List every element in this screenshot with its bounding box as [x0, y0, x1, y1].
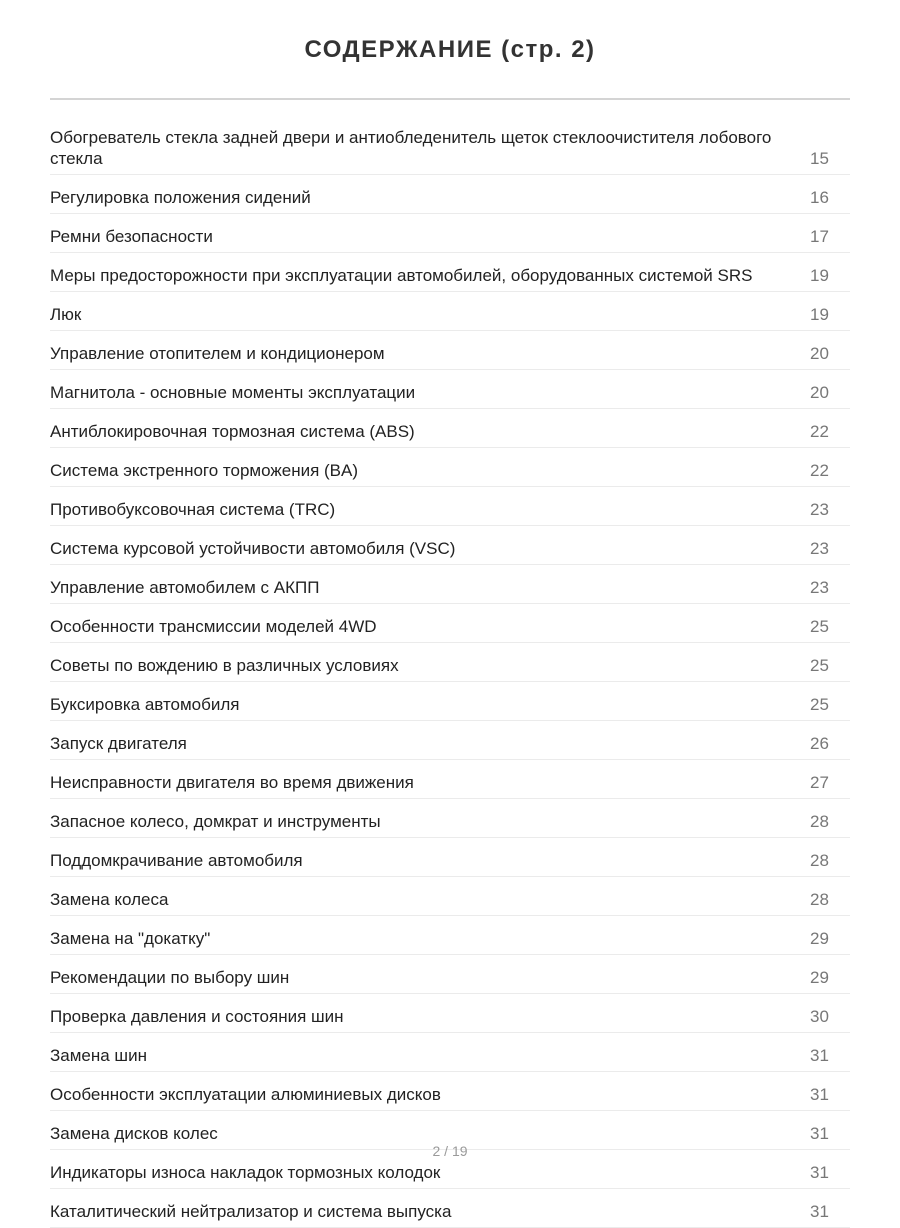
- toc-entry[interactable]: [50, 526, 850, 565]
- toc-entry-title[interactable]: Люк: [50, 305, 82, 324]
- toc-entry[interactable]: [50, 604, 850, 643]
- toc-entry-page[interactable]: 19: [810, 305, 829, 324]
- toc-entry-title[interactable]: Советы по вождению в различных условиях: [50, 656, 399, 675]
- toc-entry[interactable]: [50, 682, 850, 721]
- toc-entry-page[interactable]: 17: [810, 227, 829, 246]
- toc-entry[interactable]: [50, 838, 850, 877]
- toc-entry[interactable]: [50, 1033, 850, 1072]
- toc-entry-title[interactable]: Замена колеса: [50, 890, 169, 909]
- toc-entry-title[interactable]: Индикаторы износа накладок тормозных колодок: [50, 1163, 441, 1182]
- toc-entry-title[interactable]: Замена на "докатку": [50, 929, 211, 948]
- title-divider: [50, 98, 850, 100]
- toc-entry[interactable]: [50, 487, 850, 526]
- toc-entry[interactable]: [50, 292, 850, 331]
- toc-entry-page[interactable]: 28: [810, 812, 829, 831]
- toc-entry-title[interactable]: Антиблокировочная тормозная система (ABS): [50, 422, 415, 441]
- toc-entry-title[interactable]: Ремни безопасности: [50, 227, 213, 246]
- toc-entry[interactable]: [50, 1072, 850, 1111]
- page-title: СОДЕРЖАНИЕ (стр. 2): [304, 36, 596, 63]
- toc-entry[interactable]: [50, 409, 850, 448]
- toc-entry-page[interactable]: 31: [810, 1124, 829, 1143]
- toc-entry[interactable]: [50, 955, 850, 994]
- toc-entry-page[interactable]: 31: [810, 1163, 829, 1182]
- toc-entry[interactable]: [50, 877, 850, 916]
- toc-entry-title[interactable]: Буксировка автомобиля: [50, 695, 240, 714]
- toc-entry-title[interactable]: Замена дисков колес: [50, 1124, 218, 1143]
- toc-entry-title[interactable]: Управление автомобилем с АКПП: [50, 578, 320, 597]
- toc-entry-title[interactable]: Неисправности двигателя во время движения: [50, 773, 414, 792]
- table-of-contents: [50, 123, 850, 1228]
- toc-entry[interactable]: [50, 448, 850, 487]
- toc-entry-title[interactable]: Противобуксовочная система (TRC): [50, 500, 336, 519]
- toc-entry-page[interactable]: 25: [810, 617, 829, 636]
- toc-entry[interactable]: [50, 643, 850, 682]
- toc-entry[interactable]: [50, 1189, 850, 1228]
- toc-entry-title[interactable]: Рекомендации по выбору шин: [50, 968, 290, 987]
- toc-entry-title[interactable]: Система экстренного торможения (BA): [50, 461, 359, 480]
- toc-entry-page[interactable]: 26: [810, 734, 829, 753]
- toc-entry-title[interactable]: Проверка давления и состояния шин: [50, 1007, 344, 1026]
- toc-entry[interactable]: [50, 565, 850, 604]
- toc-entry[interactable]: [50, 123, 850, 175]
- toc-entry[interactable]: [50, 721, 850, 760]
- toc-entry-title[interactable]: Обогреватель стекла задней двери и антиобледенитель щеток стеклоочистителя лобового стекла: [50, 128, 772, 168]
- toc-entry-page[interactable]: 31: [810, 1085, 829, 1104]
- toc-entry[interactable]: [50, 760, 850, 799]
- toc-entry-title[interactable]: Регулировка положения сидений: [50, 188, 311, 207]
- toc-entry-page[interactable]: 28: [810, 890, 829, 909]
- toc-entry-page[interactable]: 15: [810, 149, 829, 168]
- toc-entry[interactable]: [50, 253, 850, 292]
- toc-entry-page[interactable]: 22: [810, 422, 829, 441]
- toc-entry-title[interactable]: Замена шин: [50, 1046, 147, 1065]
- toc-entry[interactable]: [50, 916, 850, 955]
- toc-entry-title[interactable]: Меры предосторожности при эксплуатации автомобилей, оборудованных системой SRS: [50, 266, 753, 285]
- toc-entry-page[interactable]: 28: [810, 851, 829, 870]
- page-number: 2 / 19: [432, 1143, 468, 1159]
- toc-entry-page[interactable]: 20: [810, 383, 829, 402]
- toc-entry-page[interactable]: 27: [810, 773, 829, 792]
- toc-entry-title[interactable]: Поддомкрачивание автомобиля: [50, 851, 303, 870]
- toc-entry-page[interactable]: 29: [810, 929, 829, 948]
- toc-entry-page[interactable]: 29: [810, 968, 829, 987]
- toc-entry-page[interactable]: 20: [810, 344, 829, 363]
- toc-entry[interactable]: [50, 214, 850, 253]
- toc-entry-title[interactable]: Особенности трансмиссии моделей 4WD: [50, 617, 377, 636]
- toc-entry[interactable]: [50, 370, 850, 409]
- toc-entry-title[interactable]: Магнитола - основные моменты эксплуатации: [50, 383, 416, 402]
- toc-entry[interactable]: [50, 331, 850, 370]
- toc-entry-page[interactable]: 22: [810, 461, 829, 480]
- toc-entry-page[interactable]: 19: [810, 266, 829, 285]
- toc-entry-page[interactable]: 31: [810, 1202, 829, 1221]
- toc-entry-page[interactable]: 23: [810, 500, 829, 519]
- toc-entry-title[interactable]: Запуск двигателя: [50, 734, 187, 753]
- toc-entry-page[interactable]: 16: [810, 188, 829, 207]
- toc-entry-title[interactable]: Особенности эксплуатации алюминиевых дисков: [50, 1085, 441, 1104]
- toc-entry-page[interactable]: 23: [810, 539, 829, 558]
- toc-entry[interactable]: [50, 175, 850, 214]
- toc-entry-page[interactable]: 25: [810, 656, 829, 675]
- toc-entry-page[interactable]: 25: [810, 695, 829, 714]
- toc-entry-title[interactable]: Управление отопителем и кондиционером: [50, 344, 385, 363]
- toc-entry-title[interactable]: Каталитический нейтрализатор и система выпуска: [50, 1202, 452, 1221]
- toc-entry[interactable]: [50, 994, 850, 1033]
- toc-entry-page[interactable]: 23: [810, 578, 829, 597]
- toc-entry-title[interactable]: Система курсовой устойчивости автомобиля (VSC): [50, 539, 456, 558]
- toc-entry-page[interactable]: 31: [810, 1046, 829, 1065]
- toc-entry-title[interactable]: Запасное колесо, домкрат и инструменты: [50, 812, 381, 831]
- toc-entry[interactable]: [50, 799, 850, 838]
- toc-entry-page[interactable]: 30: [810, 1007, 829, 1026]
